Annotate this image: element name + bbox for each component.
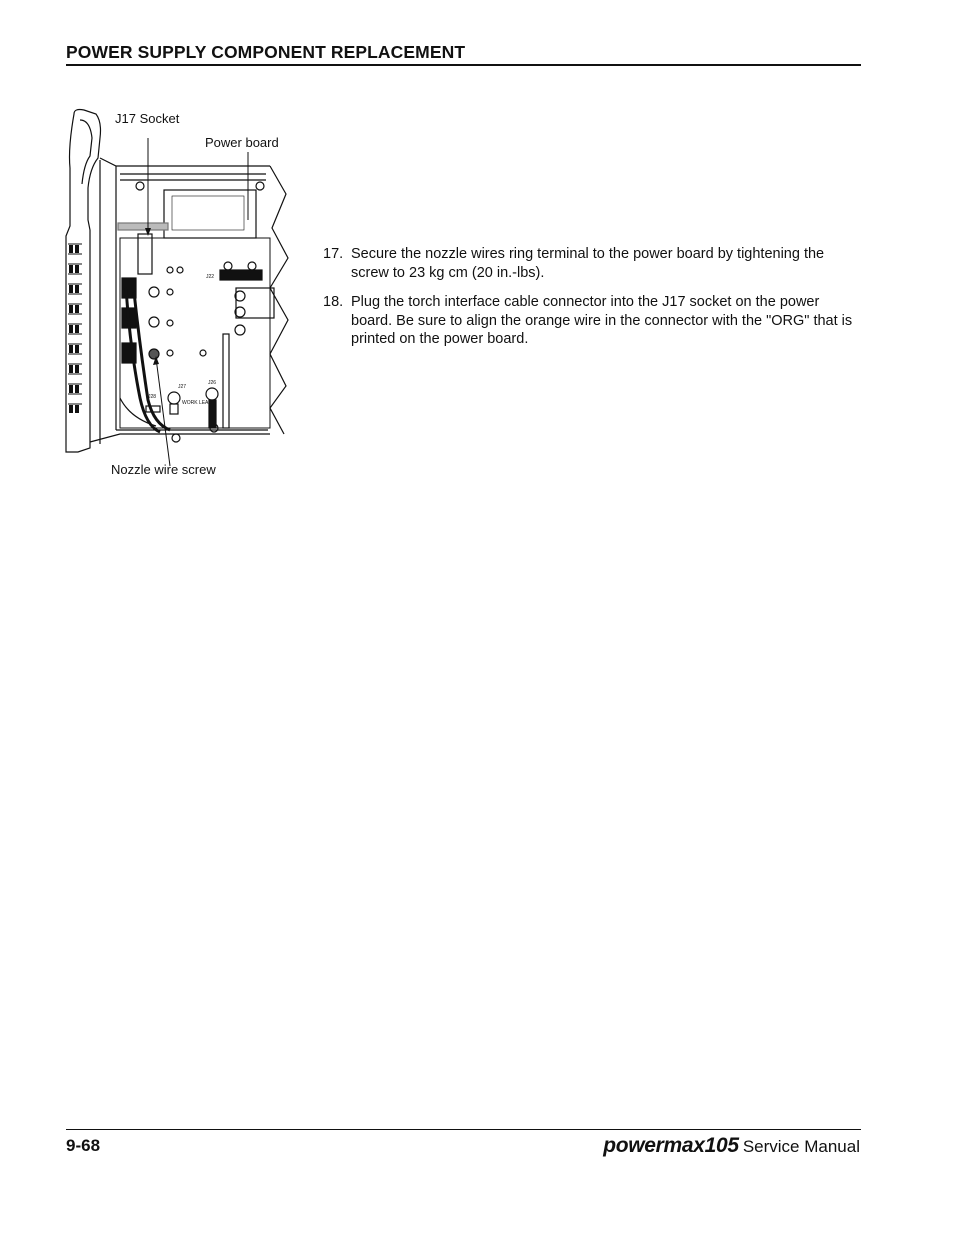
- step-text: Secure the nozzle wires ring terminal to the power board by tightening the screw to 23 kg cm (20 in.-lbs).: [351, 246, 825, 281]
- mark-j27: J27: [178, 384, 187, 390]
- footer-divider: [66, 1129, 861, 1130]
- procedure-steps: [323, 245, 863, 360]
- label-nozzle-wire-screw: Nozzle wire screw: [111, 462, 216, 477]
- page-number: 9-68: [66, 1136, 101, 1155]
- step-number: 17.: [323, 246, 344, 262]
- step-17: [323, 245, 863, 282]
- header-divider: [66, 64, 861, 66]
- step-number: 18.: [323, 294, 344, 310]
- step-text: Plug the torch interface cable connector into the J17 socket on the power board. Be sure to align the orange wire in the connector with the "ORG" that is printed on the power board.: [351, 294, 853, 347]
- brand-name: powermax105: [603, 1134, 739, 1157]
- mark-j28: J28: [148, 394, 157, 400]
- manual-brand: [603, 1134, 860, 1158]
- power-board-figure: [60, 108, 300, 480]
- step-18: [323, 293, 863, 349]
- section-title: POWER SUPPLY COMPONENT REPLACEMENT: [66, 42, 466, 62]
- label-power-board: Power board: [205, 135, 279, 150]
- brand-suffix: Service Manual: [742, 1137, 860, 1156]
- mark-j22: J22: [206, 274, 215, 280]
- mark-j26: J26: [208, 380, 217, 386]
- power-board-illustration: [60, 108, 300, 480]
- label-j17-socket: J17 Socket: [115, 111, 180, 126]
- mark-work-lead: WORK LEAD: [182, 400, 213, 406]
